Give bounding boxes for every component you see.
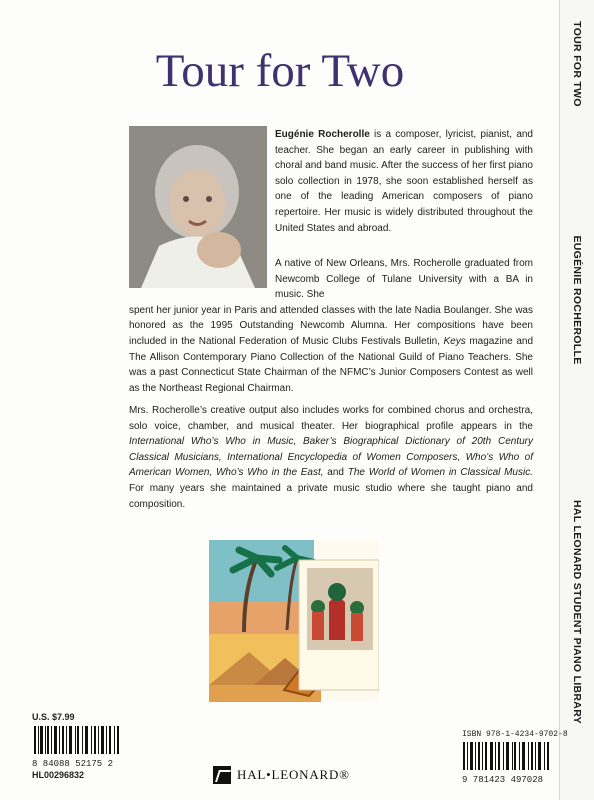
- travel-postcards-illustration: [209, 540, 379, 702]
- bio-paragraph-3-conjunction: and: [323, 467, 348, 479]
- spine-series: HAL LEONARD STUDENT PIANO LIBRARY: [571, 500, 583, 724]
- upc-barcode-digits: 8 84088 52175 2: [32, 759, 114, 769]
- bio-paragraph-3-tail: For many years she maintained a private music studio where she taught piano and composition.: [129, 482, 533, 510]
- bio-paragraph-3-text: Mrs. Rocherolle’s creative output also includes works for combined chorus and orchestra, solo voice, chamber, and musical theater. Her biographical profile appears in the: [129, 405, 533, 432]
- upc-barcode-bars: [32, 726, 122, 754]
- book-title: Tour for Two: [155, 45, 405, 97]
- bio-paragraph-3: [129, 403, 533, 512]
- publisher-logo: [213, 764, 383, 786]
- bio-paragraph-2-tail: magazine and The Allison Contemporary Piano Collection of the National Guild of Piano Teachers. She was a past Connecticut State Chairman of the NFMC’s Junior Composers Contest as well as the Northeast Regional Chairman.: [129, 335, 533, 394]
- bio-paragraph-2-lead: A native of New Orleans, Mrs. Rocherolle graduated from Newcomb College of Tulane University with a BA in music. She: [275, 258, 533, 301]
- bio-paragraph-2: [129, 256, 533, 396]
- catalog-number: HL00296832: [32, 770, 85, 780]
- bio-paragraph-1-text: is a composer, lyricist, pianist, and teacher. She began an early career in publishing with choral and band music. After the success of her first piano solo collection in 1978, she soon established herself as one of the leading American composers of piano repertoire. Her music is widely distributed throughout the United States and abroad.: [275, 129, 533, 234]
- reference-titles: International Who’s Who in Music, Baker’s Biographical Dictionary of 20th Century Classical Musicians, International Encyclopedia of Women Composers, Who’s Who of American Women, Who’s Who in the East,: [129, 436, 533, 479]
- bio-paragraph-2-text: spent her junior year in Paris and attended classes with the late Nadia Boulanger. She was honored as the 1995 Outstanding Newcomb Alumna. Her compositions have been included in the National Federation of Music Clubs Festivals Bulletin,: [129, 304, 533, 347]
- keys-magazine-title: Keys: [443, 335, 466, 347]
- upc-barcode: [32, 726, 122, 769]
- price-label: U.S. $7.99: [32, 712, 75, 722]
- ean-barcode-bars: [462, 742, 552, 770]
- ean-barcode-digits: 9 781423 497028: [462, 775, 544, 785]
- reference-title-world-women: The World of Women in Classical Music.: [347, 467, 533, 479]
- hal-leonard-icon: [213, 766, 231, 784]
- author-name: Eugénie Rocherolle: [275, 129, 370, 140]
- travel-artwork: [209, 540, 379, 702]
- isbn-label: ISBN 978-1-4234-9702-8: [462, 730, 568, 739]
- ean-barcode: [462, 742, 552, 785]
- spine-title: TOUR FOR TWO: [571, 21, 583, 107]
- spine-author: EUGÉNIE ROCHEROLLE: [571, 235, 583, 365]
- publisher-name: HAL•LEONARD®: [237, 767, 350, 782]
- book-spine: [559, 0, 594, 800]
- bio-paragraph-1: [275, 127, 533, 236]
